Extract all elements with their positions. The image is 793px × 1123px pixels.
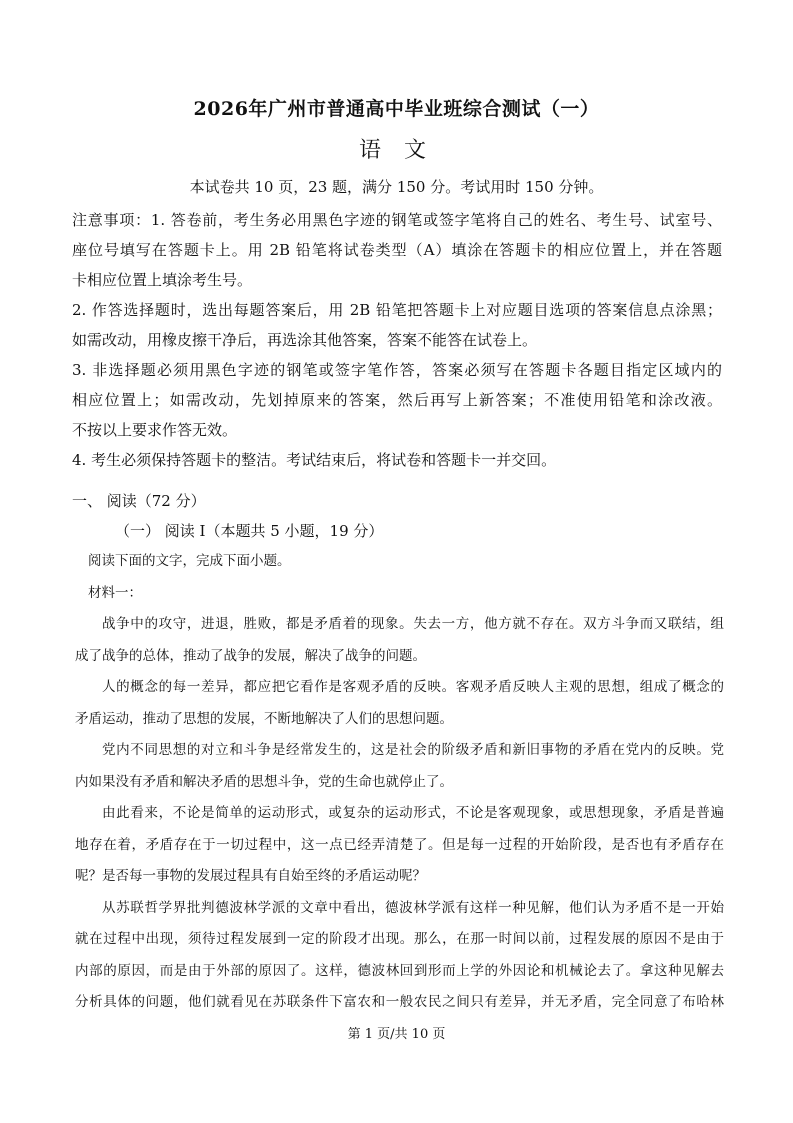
exam-info: 本试卷共 10 页，23 题，满分 150 分。考试用时 150 分钟。: [189, 178, 604, 196]
exam-subject: 语 文: [359, 138, 434, 163]
passage-line: 呢？是否每一事物的发展过程具有自始至终的矛盾运动呢？: [75, 868, 426, 884]
notice-line: 座位号填写在答题卡上。用 2B 铅笔将试卷类型（A）填涂在答题卡的相应位置上，并在答题: [72, 241, 722, 259]
notice-line: 注意事项：1. 答卷前，考生务必用黑色字迹的钢笔或签字笔将自己的姓名、考生号、试室号、: [72, 211, 722, 229]
notice-block: [72, 205, 722, 475]
passage-line: 战争中的攻守，进退，胜败，都是矛盾着的现象。失去一方，他方就不存在。双方斗争而又联结，组: [102, 616, 724, 632]
passage-line: 分析具体的问题，他们就看见在苏联条件下富农和一般农民之间只有差异，并无矛盾，完全同意了布哈林: [75, 994, 724, 1010]
passage-line: 内部的原因，而是由于外部的原因了。这样，德波林回到形而上学的外因论和机械论去了。拿这种见解去: [75, 962, 724, 979]
passage-line: 就在过程中出现，须待过程发展到一定的阶段才出现。那么，在那一时间以前，过程发展的原因不是由于: [75, 931, 724, 947]
notice-line: 不按以上要求作答无效。: [72, 421, 238, 439]
notice-line: 相应位置上；如需改动，先划掉原来的答案，然后再写上新答案；不准使用铅笔和涂改液。: [72, 391, 722, 409]
material-label: 材料一：: [88, 584, 142, 601]
passage-line: 由此看来，不论是简单的运动形式，或复杂的运动形式，不论是客观现象，或思想现象，矛盾是普遍: [102, 805, 724, 821]
notice-line: 3. 非选择题必须用黑色字迹的钢笔或签字笔作答，答案必须写在答题卡各题目指定区域内的: [72, 361, 722, 379]
section-heading: 一、 阅读（72 分）: [72, 492, 206, 510]
passage-line: 地存在着，矛盾存在于一切过程中，这一点已经弄清楚了。但是每一过程的开始阶段，是否也有矛盾存在: [75, 836, 724, 853]
passage-line: 党内不同思想的对立和斗争是经常发生的，这是社会的阶级矛盾和新旧事物的矛盾在党内的反映。党: [102, 742, 724, 758]
section-subheading: （一） 阅读 I（本题共 5 小题，19 分）: [115, 522, 384, 540]
passage-block: [88, 546, 724, 609]
passage-line: 从苏联哲学界批判德波林学派的文章中看出，德波林学派有这样一种见解，他们认为矛盾不是一开始: [102, 899, 724, 916]
notice-line: 如需改动，用橡皮擦干净后，再选涂其他答案，答案不能答在试卷上。: [72, 331, 538, 349]
passage-line: 成了战争的总体，推动了战争的发展，解决了战争的问题。: [75, 647, 426, 664]
notice-line: 卡相应位置上填涂考生号。: [72, 271, 253, 289]
passage-line: 矛盾运动，推动了思想的发展，不断地解决了人们的思想问题。: [75, 710, 453, 727]
notice-line: 4. 考生必须保持答题卡的整洁。考试结束后，将试卷和答题卡一并交回。: [72, 451, 557, 469]
page-number: 第 1 页/共 10 页: [347, 1027, 446, 1042]
passage-body: [75, 609, 724, 1019]
exam-title: 2026年广州市普通高中毕业班综合测试（一）: [193, 98, 600, 120]
passage-line: 内如果没有矛盾和解决矛盾的思想斗争，党的生命也就停止了。: [75, 773, 453, 790]
passage-line: 人的概念的每一差异，都应把它看作是客观矛盾的反映。客观矛盾反映人主观的思想，组成了概念的: [102, 679, 724, 695]
notice-line: 2. 作答选择题时，选出每题答案后，用 2B 铅笔把答题卡上对应题目选项的答案信息点涂黑；: [72, 301, 722, 319]
instruction-text: 阅读下面的文字，完成下面小题。: [88, 553, 291, 569]
